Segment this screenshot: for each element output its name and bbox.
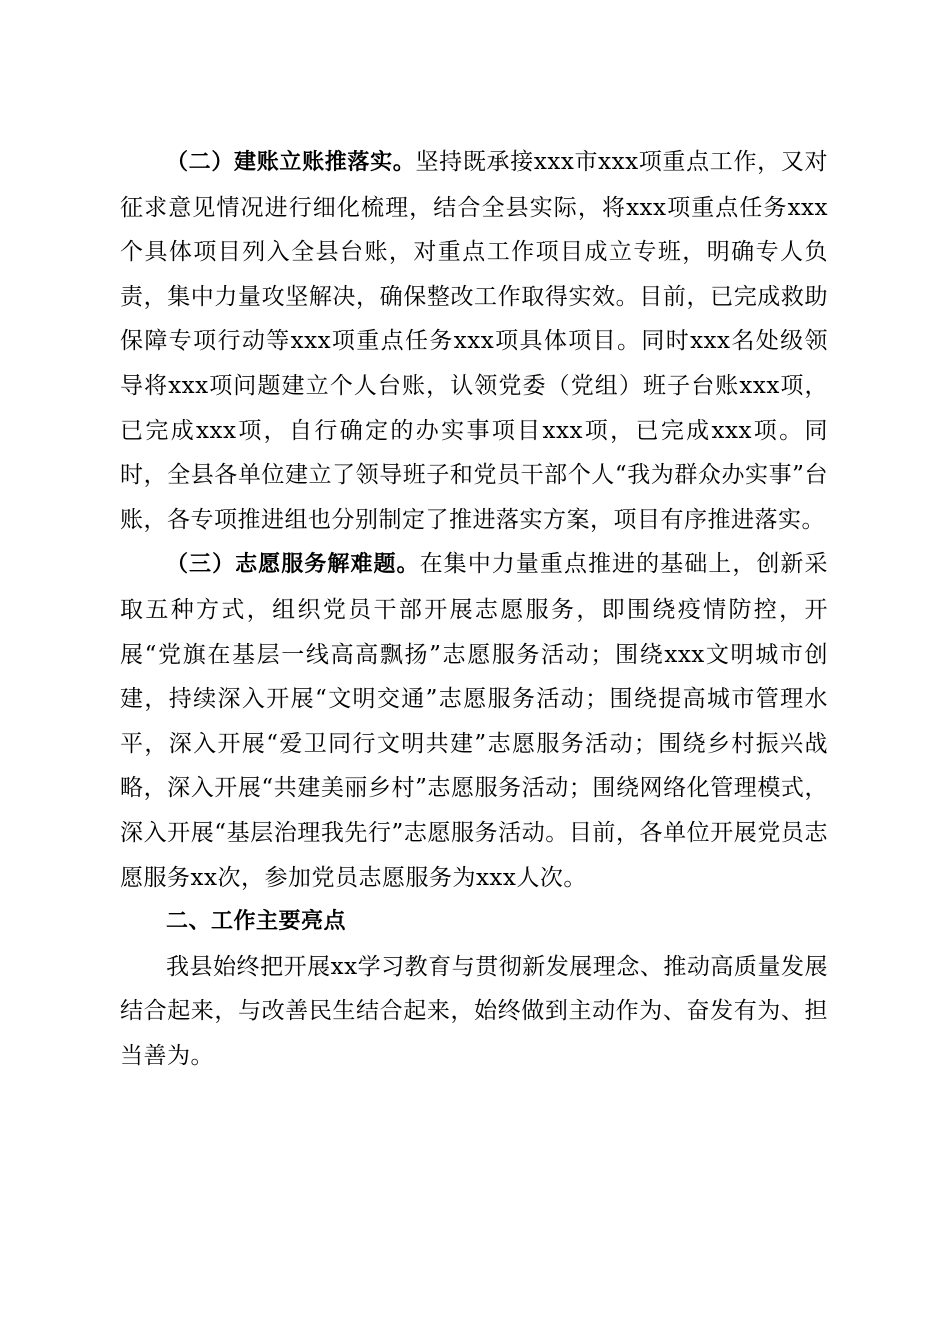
paragraph-volunteer-lead: （三）志愿服务解难题。 [166,552,420,578]
paragraph-volunteer-body: 在集中力量重点推进的基础上，创新采取五种方式，组织党员干部开展志愿服务，即围绕疫情防控，开展“党旗在基层一线高高飘扬”志愿服务活动；围绕xxx文明城市创建，持续深入开展“文明交通”志愿服务活动；围绕提高城市管理水平，深入开展“爱卫同行文明共建”志愿服务活动；围绕乡村振兴战略，深入开展“共建美丽乡村”志愿服务活动；围绕网络化管理模式，深入开展“基层治理我先行”志愿服务活动。目前，各单位开展党员志愿服务xx次，参加党员志愿服务为xxx人次。 [120,551,828,891]
paragraph-ledger-lead: （二）建账立账推落实。 [166,150,416,175]
paragraph-ledger-body: 坚持既承接xxx市xxx项重点工作，又对征求意见情况进行细化梳理，结合全县实际，将xxx项重点任务xxx个具体项目列入全县台账，对重点工作项目成立专班，明确专人负责，集中力量攻坚解决，确保整改工作取得实效。目前，已完成救助保障专项行动等xxx项重点任务xxx项具体项目。同时xxx名处级领导将xxx项问题建立个人台账，认领党委（党组）班子台账xxx项，已完成xxx项，自行确定的办实事项目xxx项，已完成xxx项。同时，全县各单位建立了领导班子和党员干部个人“我为群众办实事”台账，各专项推进组也分别制定了推进落实方案，项目有序推进落实。 [120,149,828,533]
closing-paragraph: 我县始终把开展xx学习教育与贯彻新发展理念、推动高质量发展结合起来，与改善民生结合起来，始终做到主动作为、奋发有为、担当善为。 [120,953,828,1069]
document-body [120,140,828,1078]
paragraph-ledger [120,140,828,542]
section-heading: 二、工作主要亮点 [166,909,347,935]
paragraph-volunteer [120,542,828,900]
